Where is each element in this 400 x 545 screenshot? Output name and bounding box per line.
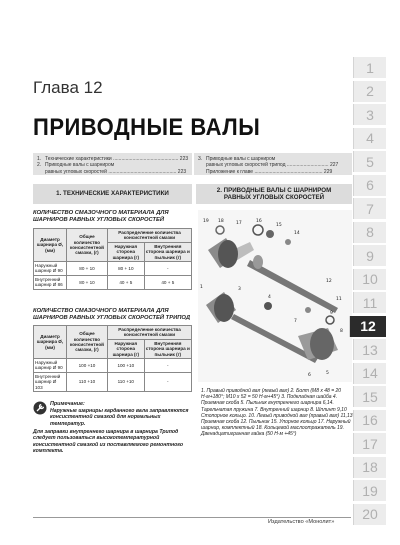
svg-text:1: 1: [200, 285, 203, 290]
table-row: Внутренний шарнир Ø 86 80 + 10 40 + 5 40 + 5: [34, 275, 192, 289]
svg-text:7: 7: [294, 319, 297, 324]
svg-text:19: 19: [203, 219, 209, 224]
toc-left: [33, 153, 192, 175]
chapter-tab-9[interactable]: 9: [353, 245, 386, 266]
note-title: Примечание:: [50, 401, 85, 407]
col-header: Наружная сторона шарнира (г): [108, 242, 145, 261]
chapter-tab-19[interactable]: 19: [353, 480, 386, 501]
chapter-tab-17[interactable]: 17: [353, 433, 386, 454]
chapter-tab-3[interactable]: 3: [353, 104, 386, 125]
grease-table-1: [33, 228, 192, 290]
col-header: Общее количество консистентной смазки, (г): [67, 326, 108, 359]
chapter-tab-8[interactable]: 8: [353, 222, 386, 243]
col-header: Распределение количества консистентной смазки: [108, 229, 192, 243]
toc-item[interactable]: 1. Технические характеристики ............................................... 223: [37, 156, 188, 162]
toc-item[interactable]: 2. Приводные валы с шарниром: [37, 162, 115, 169]
chapter-tab-4[interactable]: 4: [353, 128, 386, 149]
col-header: Распределение количества консистентной смазки: [108, 326, 192, 340]
chapter-tab-13[interactable]: 13: [353, 339, 386, 360]
svg-text:18: 18: [218, 219, 224, 224]
chapter-tab-5[interactable]: 5: [353, 151, 386, 172]
toc-item[interactable]: 3. Приводные валы с шарниром: [198, 156, 276, 162]
publisher-footer: Издательство «Монолит»: [268, 519, 335, 525]
col-header: Общее количество консистентной смазки, (г): [67, 229, 108, 262]
svg-text:3: 3: [238, 287, 241, 292]
col-header: Диаметр шарнира Ø, (мм): [34, 326, 67, 359]
chapter-tab-20[interactable]: 20: [353, 504, 386, 525]
chapter-tab-7[interactable]: 7: [353, 198, 386, 219]
chapter-tab-14[interactable]: 14: [353, 363, 386, 384]
svg-text:11: 11: [336, 297, 342, 302]
table-row: Внутренний шарнир Ø 103 110 +10 110 +10 -: [34, 372, 192, 391]
wrench-icon: [33, 401, 47, 415]
svg-text:9: 9: [330, 311, 333, 316]
col-header: Наружная сторона шарнира (г): [108, 339, 145, 358]
col-header: Внутренняя сторона шарнира и пыльник (г): [145, 243, 190, 260]
footer-rule: [33, 517, 351, 518]
table-row: Наружный шарнир Ø 90 80 + 10 80 + 10 -: [34, 262, 192, 276]
section-1-header: 1. ТЕХНИЧЕСКИЕ ХАРАКТЕРИСТИКИ: [33, 184, 192, 204]
chapter-tab-6[interactable]: 6: [353, 175, 386, 196]
table-row: Наружный шарнир Ø 90 100 +10 100 +10 -: [34, 359, 192, 373]
note-text: Наружные шарниры карданного вала заправляются консистентной смазкой для нормальных температур.: [50, 408, 189, 427]
driveshaft-exploded-diagram: [198, 210, 352, 382]
chapter-tab-12[interactable]: 12: [349, 316, 386, 337]
note-text-2: Для заправки внутреннего шарнира в шарнира Трипод следует пользоваться высокотемпературной консистентной смазкой из поставляемого ремонтного комплекта.: [33, 429, 184, 454]
svg-text:16: 16: [256, 219, 262, 224]
svg-text:14: 14: [294, 231, 300, 236]
toc-item[interactable]: Приложение к главе ................................................. 229: [206, 168, 333, 175]
table1-title: КОЛИЧЕСТВО СМАЗОЧНОГО МАТЕРИАЛА ДЛЯ ШАРНИРОВ РАВНЫХ УГЛОВЫХ СКОРОСТЕЙ: [33, 210, 169, 223]
toc-item[interactable]: равных угловых скоростей ................................................. 223: [45, 168, 187, 175]
svg-text:4: 4: [268, 295, 271, 300]
chapter-tab-16[interactable]: 16: [353, 410, 386, 431]
col-header: Внутренняя сторона шарнира и пыльник (г): [145, 340, 190, 357]
svg-text:15: 15: [276, 223, 282, 228]
svg-text:6: 6: [308, 373, 311, 378]
toc-right: [194, 153, 352, 175]
svg-text:5: 5: [326, 371, 329, 376]
chapter-tab-1[interactable]: 1: [353, 57, 386, 78]
chapter-label: Глава 12: [33, 78, 103, 97]
col-header: Диаметр шарнира Ø, (мм): [34, 229, 67, 262]
page-title: ПРИВОДНЫЕ ВАЛЫ: [33, 113, 261, 141]
chapter-tab-11[interactable]: 11: [353, 292, 386, 313]
svg-text:17: 17: [236, 221, 242, 226]
chapter-tab-15[interactable]: 15: [353, 386, 386, 407]
svg-text:12: 12: [326, 279, 332, 284]
section-2-header: 2. ПРИВОДНЫЕ ВАЛЫ С ШАРНИРОМ РАВНЫХ УГЛОВЫХ СКОРОСТЕЙ: [196, 184, 352, 204]
chapter-tab-18[interactable]: 18: [353, 457, 386, 478]
svg-text:8: 8: [340, 329, 343, 334]
toc-item[interactable]: равных угловых скоростей трипод .............................. 227: [206, 162, 339, 169]
chapter-tab-10[interactable]: 10: [353, 269, 386, 290]
table2-title: КОЛИЧЕСТВО СМАЗОЧНОГО МАТЕРИАЛА ДЛЯ ШАРНИРОВ РАВНЫХ УГЛОВЫХ СКОРОСТЕЙ ТРИПОД: [33, 308, 191, 321]
grease-table-2: [33, 325, 192, 392]
diagram-caption: 1. Правый приводной вал (левый вал) 2. Болт (M8 x 48 = 20 Н·м+180°; М10 x 52 = 50 Н·м+45°) 3. Подкладная шайба 4. Приемная скоба 5. Пыльник внутреннего шарнира 6,14. Тарельчатая пружина 7. Внутренний шарнир 8. Шплинт 9,10 Стопорное кольцо. 10. Левый приводной вал (правый вал) 11,13 Приемная скоба 12. Пыльник 15. Упорное кольцо 17. Наружный шарнир, комплектный 18. Кольцевой маслоотражатель 19. Двенадцатигранная гайка (50 Н·м +45°): [201, 388, 353, 438]
chapter-tab-2[interactable]: 2: [353, 81, 386, 102]
